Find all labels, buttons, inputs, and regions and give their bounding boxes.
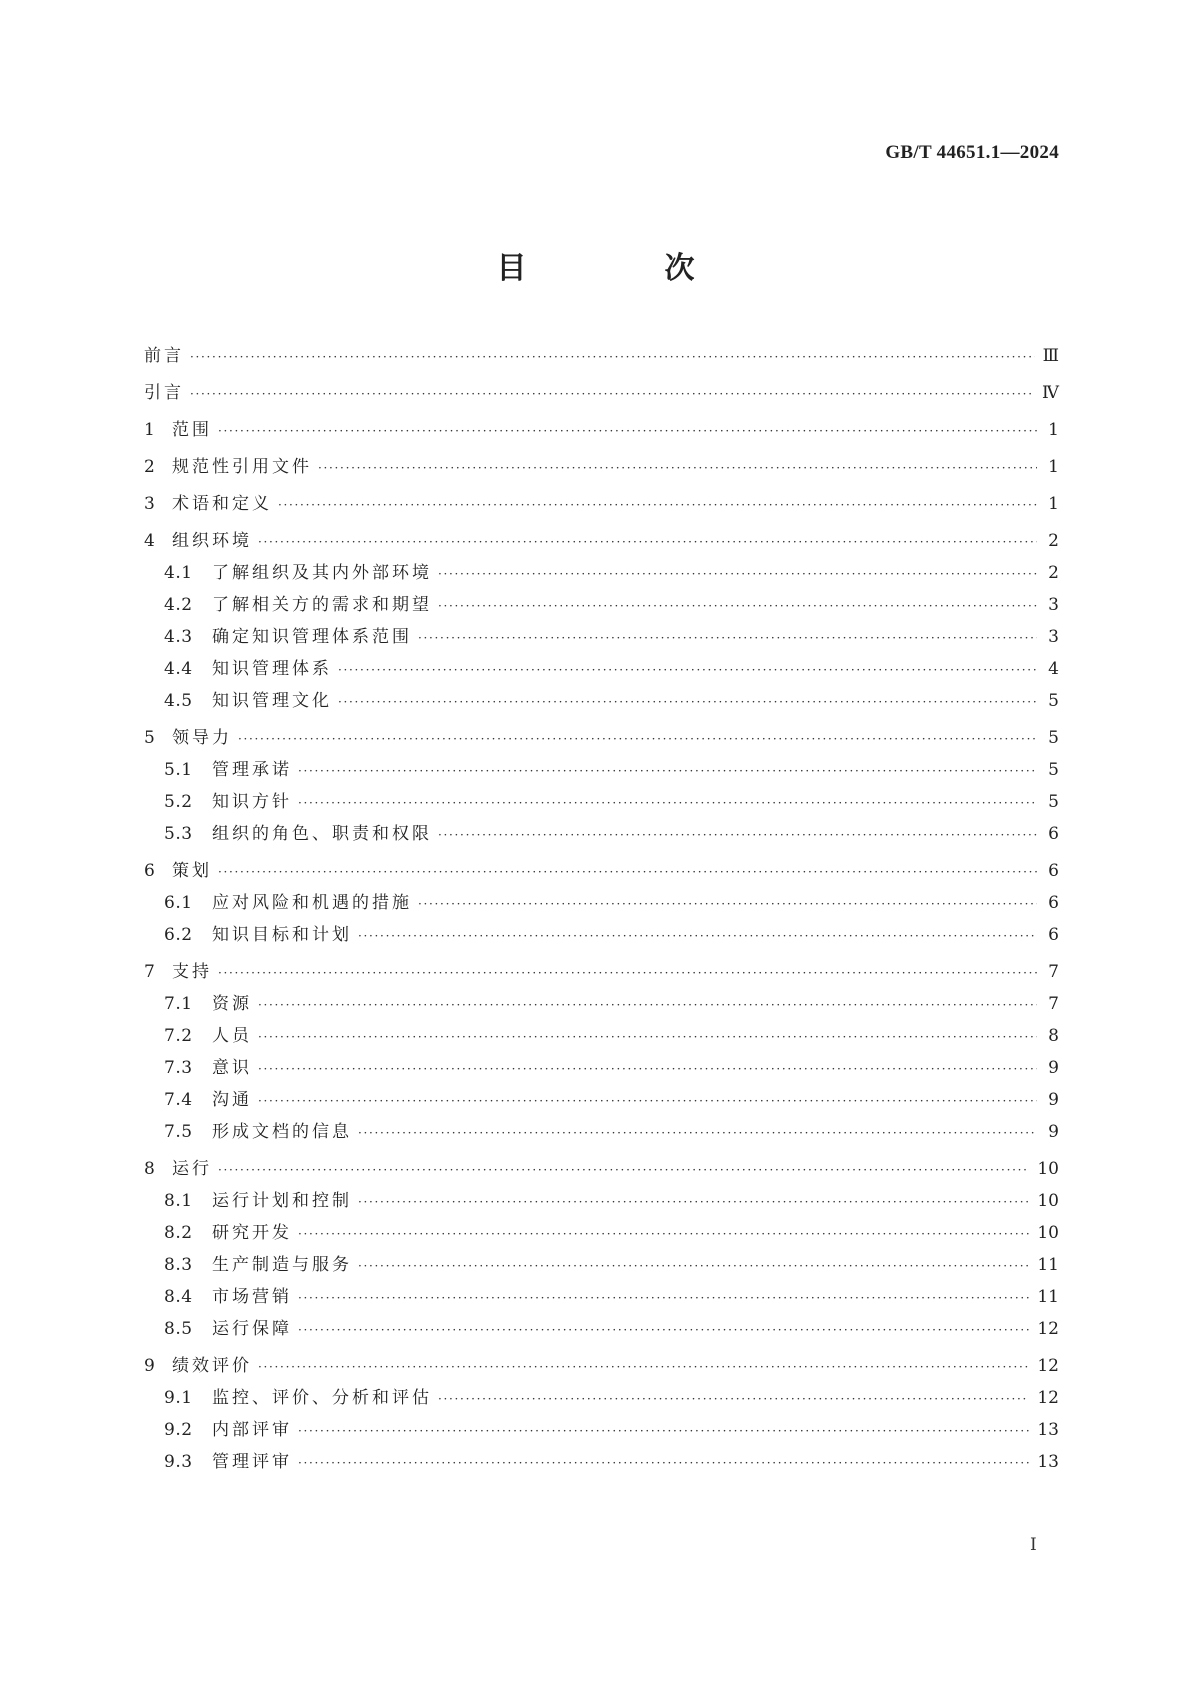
toc-entry-line (164, 923, 1059, 947)
toc-entry-line (164, 1450, 1059, 1474)
toc-entry-number: 1 (144, 420, 156, 440)
toc-entry-number: 7.4 (164, 1090, 193, 1110)
toc-dot-leader (438, 1387, 1029, 1411)
toc-entry-page: 3 (1048, 595, 1059, 615)
toc-entry-line (144, 344, 1059, 368)
toc-entry-line (164, 1285, 1059, 1309)
toc-title: 目 次 (496, 251, 749, 286)
toc-dot-leader (298, 1222, 1029, 1246)
toc-entry-number: 8.1 (164, 1191, 193, 1211)
toc-entry-number: 5.3 (164, 824, 193, 844)
toc-entry-page: 1 (1048, 420, 1059, 440)
toc-entry-page: 12 (1037, 1356, 1059, 1376)
toc-entry-line (164, 1418, 1059, 1442)
toc-dot-leader (338, 690, 1037, 714)
toc-entry-number: 4.2 (164, 595, 193, 615)
toc-dot-leader (358, 924, 1037, 948)
toc-entry[interactable] (144, 1153, 1059, 1185)
toc-entry-number: 8 (144, 1159, 156, 1179)
toc-entry-page: 5 (1048, 691, 1059, 711)
toc-entry-line (164, 1056, 1059, 1080)
toc-entry-line (144, 726, 1059, 750)
toc-entry-line (164, 657, 1059, 681)
toc-entry[interactable] (144, 1313, 1059, 1345)
toc-entry-title: 知识管理文化 (212, 691, 332, 711)
table-of-contents (144, 340, 1059, 1478)
toc-entry-page: 6 (1048, 893, 1059, 913)
toc-entry[interactable] (144, 414, 1059, 446)
toc-dot-leader (258, 1057, 1037, 1081)
toc-entry[interactable] (144, 340, 1059, 372)
toc-entry-number: 4.5 (164, 691, 193, 711)
toc-entry-number: 4.1 (164, 563, 193, 583)
toc-entry-title: 运行保障 (212, 1319, 292, 1339)
toc-entry-number: 5 (144, 728, 156, 748)
toc-entry-number: 7.2 (164, 1026, 193, 1046)
toc-entry-number: 3 (144, 494, 156, 514)
toc-entry-number: 4.4 (164, 659, 193, 679)
toc-entry-number: 7.5 (164, 1122, 193, 1142)
toc-entry-title: 组织环境 (172, 531, 252, 551)
page-number: Ⅰ (1030, 1535, 1037, 1555)
toc-entry-title: 知识方针 (212, 792, 292, 812)
toc-entry-number: 5.1 (164, 760, 193, 780)
toc-entry-title: 规范性引用文件 (172, 457, 312, 477)
toc-entry-page: 9 (1048, 1122, 1059, 1142)
toc-dot-leader (258, 1089, 1037, 1113)
toc-entry-number: 2 (144, 457, 156, 477)
toc-dot-leader (338, 658, 1037, 682)
toc-entry-page: 9 (1048, 1058, 1059, 1078)
toc-dot-leader (438, 594, 1037, 618)
toc-entry-line (144, 529, 1059, 553)
toc-dot-leader (258, 1025, 1037, 1049)
toc-entry[interactable] (144, 722, 1059, 754)
toc-entry[interactable] (144, 1281, 1059, 1313)
toc-dot-leader (278, 493, 1037, 517)
toc-entry-page: Ⅲ (1042, 346, 1059, 366)
toc-dot-leader (190, 382, 1034, 406)
toc-entry[interactable] (144, 525, 1059, 557)
toc-entry[interactable] (144, 1116, 1059, 1148)
toc-dot-leader (218, 1158, 1029, 1182)
toc-entry-title: 资源 (212, 994, 252, 1014)
standard-code: GB/T 44651.1—2024 (885, 142, 1059, 163)
toc-entry-title: 策划 (172, 861, 212, 881)
toc-entry-title: 管理评审 (212, 1452, 292, 1472)
toc-entry-page: 10 (1037, 1223, 1059, 1243)
toc-entry-title: 管理承诺 (212, 760, 292, 780)
toc-entry[interactable] (144, 621, 1059, 653)
toc-dot-leader (298, 759, 1037, 783)
toc-entry-title: 意识 (212, 1058, 252, 1078)
toc-dot-leader (190, 345, 1035, 369)
toc-entry-page: 9 (1048, 1090, 1059, 1110)
toc-entry-title: 形成文档的信息 (212, 1122, 352, 1142)
toc-entry[interactable] (144, 1020, 1059, 1052)
toc-entry-line (164, 1253, 1059, 1277)
toc-entry-page: 5 (1048, 792, 1059, 812)
toc-entry-title: 人员 (212, 1026, 252, 1046)
toc-entry-title: 确定知识管理体系范围 (212, 627, 412, 647)
toc-entry[interactable] (144, 1185, 1059, 1217)
toc-entry-title: 研究开发 (212, 1223, 292, 1243)
toc-entry-title: 前言 (144, 346, 184, 366)
toc-entry-line (164, 790, 1059, 814)
toc-entry[interactable] (144, 557, 1059, 589)
toc-entry-line (164, 1317, 1059, 1341)
toc-entry[interactable] (144, 1382, 1059, 1414)
toc-entry-line (164, 593, 1059, 617)
toc-entry[interactable] (144, 377, 1059, 409)
toc-dot-leader (298, 1318, 1029, 1342)
toc-entry-page: 13 (1037, 1420, 1059, 1440)
toc-entry-line (144, 1157, 1059, 1181)
toc-entry-title: 领导力 (172, 728, 232, 748)
toc-dot-leader (318, 456, 1037, 480)
toc-dot-leader (418, 626, 1037, 650)
toc-entry-line (144, 455, 1059, 479)
toc-entry-title: 了解相关方的需求和期望 (212, 595, 432, 615)
toc-dot-leader (298, 791, 1037, 815)
toc-entry-line (144, 859, 1059, 883)
toc-entry-page: 1 (1048, 494, 1059, 514)
toc-entry-number: 8.5 (164, 1319, 193, 1339)
toc-entry-line (164, 1386, 1059, 1410)
toc-dot-leader (358, 1121, 1037, 1145)
toc-entry-number: 5.2 (164, 792, 193, 812)
toc-entry[interactable] (144, 1217, 1059, 1249)
toc-dot-leader (238, 727, 1037, 751)
toc-entry-page: 12 (1037, 1388, 1059, 1408)
toc-entry[interactable] (144, 1249, 1059, 1281)
toc-entry-title: 范围 (172, 420, 212, 440)
toc-dot-leader (438, 823, 1037, 847)
toc-entry-line (164, 1221, 1059, 1245)
toc-entry[interactable] (144, 988, 1059, 1020)
toc-entry-line (164, 689, 1059, 713)
toc-entry-number: 6.2 (164, 925, 193, 945)
toc-entry-title: 运行计划和控制 (212, 1191, 352, 1211)
toc-dot-leader (358, 1190, 1029, 1214)
toc-entry-line (164, 1088, 1059, 1112)
toc-dot-leader (438, 562, 1037, 586)
toc-entry-page: 10 (1037, 1159, 1059, 1179)
toc-dot-leader (218, 961, 1037, 985)
toc-dot-leader (298, 1286, 1029, 1310)
toc-entry-number: 8.2 (164, 1223, 193, 1243)
toc-entry[interactable] (144, 956, 1059, 988)
toc-entry-title: 知识目标和计划 (212, 925, 352, 945)
toc-entry-number: 7 (144, 962, 156, 982)
toc-entry-line (144, 1354, 1059, 1378)
toc-entry[interactable] (144, 1084, 1059, 1116)
toc-entry-page: Ⅳ (1042, 383, 1059, 403)
toc-entry-number: 4.3 (164, 627, 193, 647)
toc-entry[interactable] (144, 887, 1059, 919)
toc-entry[interactable] (144, 919, 1059, 951)
toc-entry-page: 6 (1048, 925, 1059, 945)
toc-entry-page: 5 (1048, 760, 1059, 780)
toc-entry-title: 引言 (144, 383, 184, 403)
toc-dot-leader (258, 993, 1037, 1017)
toc-entry-title: 生产制造与服务 (212, 1255, 352, 1275)
toc-entry-line (164, 625, 1059, 649)
toc-entry-title: 绩效评价 (172, 1356, 252, 1376)
toc-entry[interactable] (144, 754, 1059, 786)
toc-entry-line (144, 418, 1059, 442)
toc-entry-line (164, 1024, 1059, 1048)
toc-entry[interactable] (144, 589, 1059, 621)
toc-entry-line (144, 492, 1059, 516)
toc-entry-page: 11 (1037, 1287, 1059, 1307)
toc-entry-number: 9 (144, 1356, 156, 1376)
toc-entry-number: 6.1 (164, 893, 193, 913)
toc-entry-title: 术语和定义 (172, 494, 272, 514)
toc-entry-page: 1 (1048, 457, 1059, 477)
toc-dot-leader (418, 892, 1037, 916)
toc-entry-title: 市场营销 (212, 1287, 292, 1307)
toc-entry-line (164, 992, 1059, 1016)
toc-entry[interactable] (144, 1350, 1059, 1382)
toc-entry-number: 6 (144, 861, 156, 881)
toc-dot-leader (258, 530, 1037, 554)
toc-entry-page: 8 (1048, 1026, 1059, 1046)
toc-entry-number: 7.3 (164, 1058, 193, 1078)
toc-dot-leader (218, 860, 1037, 884)
toc-dot-leader (358, 1254, 1029, 1278)
toc-entry[interactable] (144, 685, 1059, 717)
toc-entry[interactable] (144, 488, 1059, 520)
toc-entry[interactable] (144, 818, 1059, 850)
toc-entry-line (164, 891, 1059, 915)
toc-entry-title: 运行 (172, 1159, 212, 1179)
toc-entry-line (144, 381, 1059, 405)
toc-entry-line (164, 1120, 1059, 1144)
toc-entry-title: 监控、评价、分析和评估 (212, 1388, 432, 1408)
toc-entry-title: 沟通 (212, 1090, 252, 1110)
toc-entry-line (144, 960, 1059, 984)
toc-entry-page: 2 (1048, 531, 1059, 551)
toc-entry-number: 8.3 (164, 1255, 193, 1275)
toc-entry-line (164, 561, 1059, 585)
toc-entry-number: 8.4 (164, 1287, 193, 1307)
toc-entry[interactable] (144, 653, 1059, 685)
toc-entry-page: 10 (1037, 1191, 1059, 1211)
toc-entry-number: 9.3 (164, 1452, 193, 1472)
toc-dot-leader (298, 1451, 1029, 1475)
toc-entry[interactable] (144, 451, 1059, 483)
toc-entry-title: 应对风险和机遇的措施 (212, 893, 412, 913)
toc-entry[interactable] (144, 855, 1059, 887)
toc-entry-line (164, 1189, 1059, 1213)
toc-entry[interactable] (144, 786, 1059, 818)
toc-entry-page: 11 (1037, 1255, 1059, 1275)
toc-entry-title: 支持 (172, 962, 212, 982)
toc-entry-line (164, 822, 1059, 846)
toc-entry-title: 组织的角色、职责和权限 (212, 824, 432, 844)
toc-entry-number: 9.1 (164, 1388, 193, 1408)
toc-entry-number: 4 (144, 531, 156, 551)
toc-entry-page: 13 (1037, 1452, 1059, 1472)
toc-entry-title: 知识管理体系 (212, 659, 332, 679)
toc-entry[interactable] (144, 1414, 1059, 1446)
toc-entry-page: 2 (1048, 563, 1059, 583)
toc-entry-number: 7.1 (164, 994, 193, 1014)
toc-entry-page: 6 (1048, 824, 1059, 844)
toc-entry[interactable] (144, 1446, 1059, 1478)
toc-entry-page: 7 (1048, 962, 1059, 982)
toc-dot-leader (218, 419, 1037, 443)
toc-entry-page: 6 (1048, 861, 1059, 881)
toc-entry[interactable] (144, 1052, 1059, 1084)
toc-entry-page: 5 (1048, 728, 1059, 748)
toc-entry-page: 4 (1048, 659, 1059, 679)
toc-entry-line (164, 758, 1059, 782)
toc-entry-title: 了解组织及其内外部环境 (212, 563, 432, 583)
toc-entry-page: 12 (1037, 1319, 1059, 1339)
toc-dot-leader (298, 1419, 1029, 1443)
toc-entry-number: 9.2 (164, 1420, 193, 1440)
toc-entry-page: 3 (1048, 627, 1059, 647)
toc-dot-leader (258, 1355, 1029, 1379)
toc-entry-title: 内部评审 (212, 1420, 292, 1440)
toc-entry-page: 7 (1048, 994, 1059, 1014)
